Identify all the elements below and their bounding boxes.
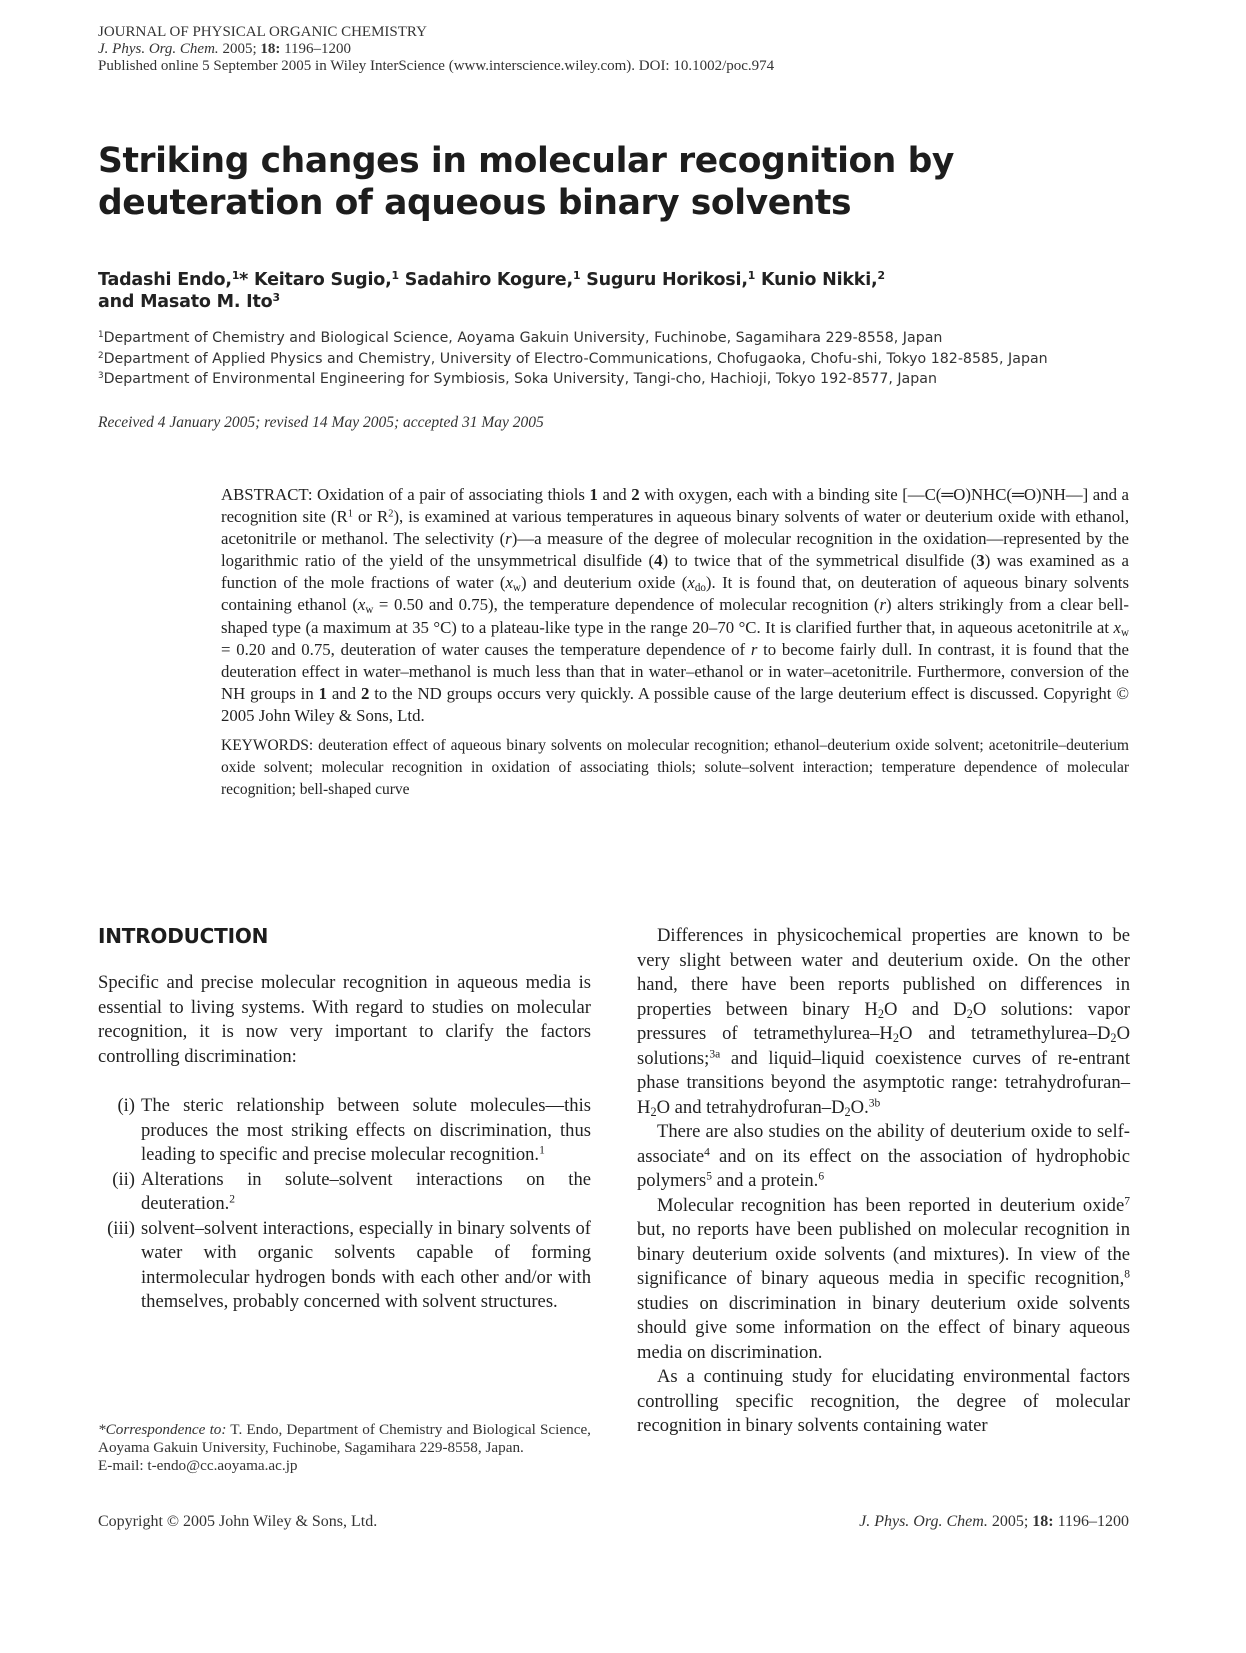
- affiliation-2: $^2$Department of Applied Physics and Chemistry, University of Electro-Communications, Chofugaoka, Chofu-shi, Tokyo 182-8585, Japan: [98, 350, 1048, 367]
- publication-line: Published online 5 September 2005 in Wiley InterScience (www.interscience.wiley.com). DOI: 10.1002/poc.974: [98, 58, 775, 74]
- list-item-text: solvent–solvent interactions, especially in binary solvents of water with organic solvents capable of forming intermolecular hydrogen bonds with each other and/or with themselves, probably concerned with solvent structures.: [141, 1217, 591, 1312]
- list-item-number: (ii): [112, 1168, 135, 1190]
- correspondence-email: E-mail: t-endo@cc.aoyama.ac.jp: [98, 1457, 298, 1474]
- body-paragraph: As a continuing study for elucidating environmental factors controlling specific recognition, the degree of molecular recognition in binary solvents containing water: [637, 1366, 1130, 1436]
- footer-citation: J. Phys. Org. Chem. 2005; 18: 1196–1200: [859, 1513, 1129, 1530]
- body-paragraph: There are also studies on the ability of deuterium oxide to self-associate$^4$ and on its effect on the association of hydrophobic polymers$^5$ and a protein.$^6$: [637, 1121, 1130, 1191]
- affiliation-3: $^3$Department of Environmental Engineering for Symbiosis, Soka University, Tangi-cho, Hachioji, Tokyo 192-8577, Japan: [98, 371, 937, 387]
- journal-citation: J. Phys. Org. Chem. 2005; 18: 1196–1200: [98, 41, 352, 57]
- list-item: [98, 1094, 591, 1168]
- list-item-text: The steric relationship between solute molecules—this produces the most striking effects on discrimination, thus leading to specific and precise molecular recognition.$^1$: [141, 1095, 591, 1165]
- list-item: [98, 1217, 591, 1315]
- body-paragraph: Differences in physicochemical properties are known to be very slight between water and deuterium oxide. On the other hand, there have been reports published on differences in properties between binary $H_2O$ and $D_2O$ solutions: vapor pressures of tetramethylurea–$H_2O$ and tetramethylurea–$D_2O$ solutions;$^{3a}$ and liquid–liquid coexistence curves of re-entrant phase transitions beyond the asymptotic range: tetrahydrofuran–$H_2O$ and tetrahydrofuran–$D_2O.^{3b}$: [637, 925, 1131, 1119]
- list-item-number: (i): [117, 1095, 135, 1116]
- left-column: [98, 924, 591, 1315]
- footer-copyright: Copyright © 2005 John Wiley & Sons, Ltd.: [98, 1513, 378, 1530]
- list-item-number: (iii): [107, 1217, 135, 1239]
- list-item: [98, 1168, 591, 1217]
- factor-list: [98, 1094, 591, 1315]
- abstract-block: [221, 484, 1129, 801]
- affiliations: [98, 328, 1198, 390]
- journal-name: JOURNAL OF PHYSICAL ORGANIC CHEMISTRY: [98, 24, 427, 40]
- abstract: ABSTRACT: Oxidation of a pair of associating thiols 1 and 2 with oxygen, each with a binding site [—C(═O)NHC(═O)NH—] and a recognition site ($R^1$ or $R^2$), is examined at various temperatures in aqueous binary solvents of water or deuterium oxide with ethanol, acetonitrile or methanol. The selectivity (r)—a measure of the degree of molecular recognition in the oxidation—represented by the logarithmic ratio of the yield of the unsymmetrical disulfide (4) to twice that of the symmetrical disulfide (3) was examined as a function of the mole fractions of water $(x_w)$ and deuterium oxide $(x_{do})$. It is found that, on deuteration of aqueous binary solvents containing ethanol ($x_w = 0.50$ and 0.75), the temperature dependence of molecular recognition (r) alters strikingly from a clear bell-shaped type (a maximum at 35 °C) to a plateau-like type in the range 20–70 °C. It is clarified further that, in aqueous acetonitrile at $x_w = 0.20$ and 0.75, deuteration of water causes the temperature dependence of r to become fairly dull. In contrast, it is found that the deuteration effect in water–methanol is much less than that in water–ethanol or in water–acetonitrile. Furthermore, conversion of the NH groups in 1 and 2 to the ND groups occurs very quickly. A possible cause of the large deuterium effect is discussed. Copyright © 2005 John Wiley & Sons, Ltd.: [221, 485, 1130, 725]
- received-dates: Received 4 January 2005; revised 14 May 2005; accepted 31 May 2005: [98, 414, 544, 431]
- affiliation-1: $^1$Department of Chemistry and Biological Science, Aoyama Gakuin University, Fuchinobe, Sagamihara 229-8558, Japan: [98, 330, 943, 346]
- section-heading-introduction: INTRODUCTION: [98, 924, 269, 948]
- correspondence-footnote: [98, 1421, 591, 1475]
- right-column: [637, 924, 1130, 1439]
- keywords: KEYWORDS: deuteration effect of aqueous binary solvents on molecular recognition; ethanol–deuterium oxide solvent; acetonitrile–deuterium oxide solvent; molecular recognition in oxidation of associating thiols; solute–solvent interaction; temperature dependence of molecular recognition; bell-shaped curve: [221, 737, 1129, 799]
- author-list: Tadashi Endo,$^1$* Keitaro Sugio,$^1$ Sadahiro Kogure,$^1$ Suguru Horikosi,$^1$ Kunio Nikki,$^2$ and Masato M. Ito$^3$: [98, 269, 885, 312]
- list-item-text: Alterations in solute–solvent interactions on the deuteration.$^2$: [141, 1168, 591, 1214]
- paper-title: Striking changes in molecular recognition by deuteration of aqueous binary solvents: [98, 141, 954, 223]
- correspondence-address: *Correspondence to: T. Endo, Department of Chemistry and Biological Science, Aoyama Gakuin University, Fuchinobe, Sagamihara 229-8558, Japan.: [98, 1421, 591, 1456]
- intro-paragraph: Specific and precise molecular recognition in aqueous media is essential to living systems. With regard to studies on molecular recognition, it is now very important to clarify the factors controlling discrimination:: [98, 972, 591, 1067]
- journal-header: [98, 24, 1148, 75]
- body-paragraph: Molecular recognition has been reported in deuterium oxide$^7$ but, no reports have been published on molecular recognition in binary deuterium oxide solvents (and mixtures). In view of the significance of binary aqueous media in specific recognition,$^8$ studies on discrimination in binary deuterium oxide solvents should give some information on the effect of binary aqueous media on discrimination.: [637, 1194, 1130, 1363]
